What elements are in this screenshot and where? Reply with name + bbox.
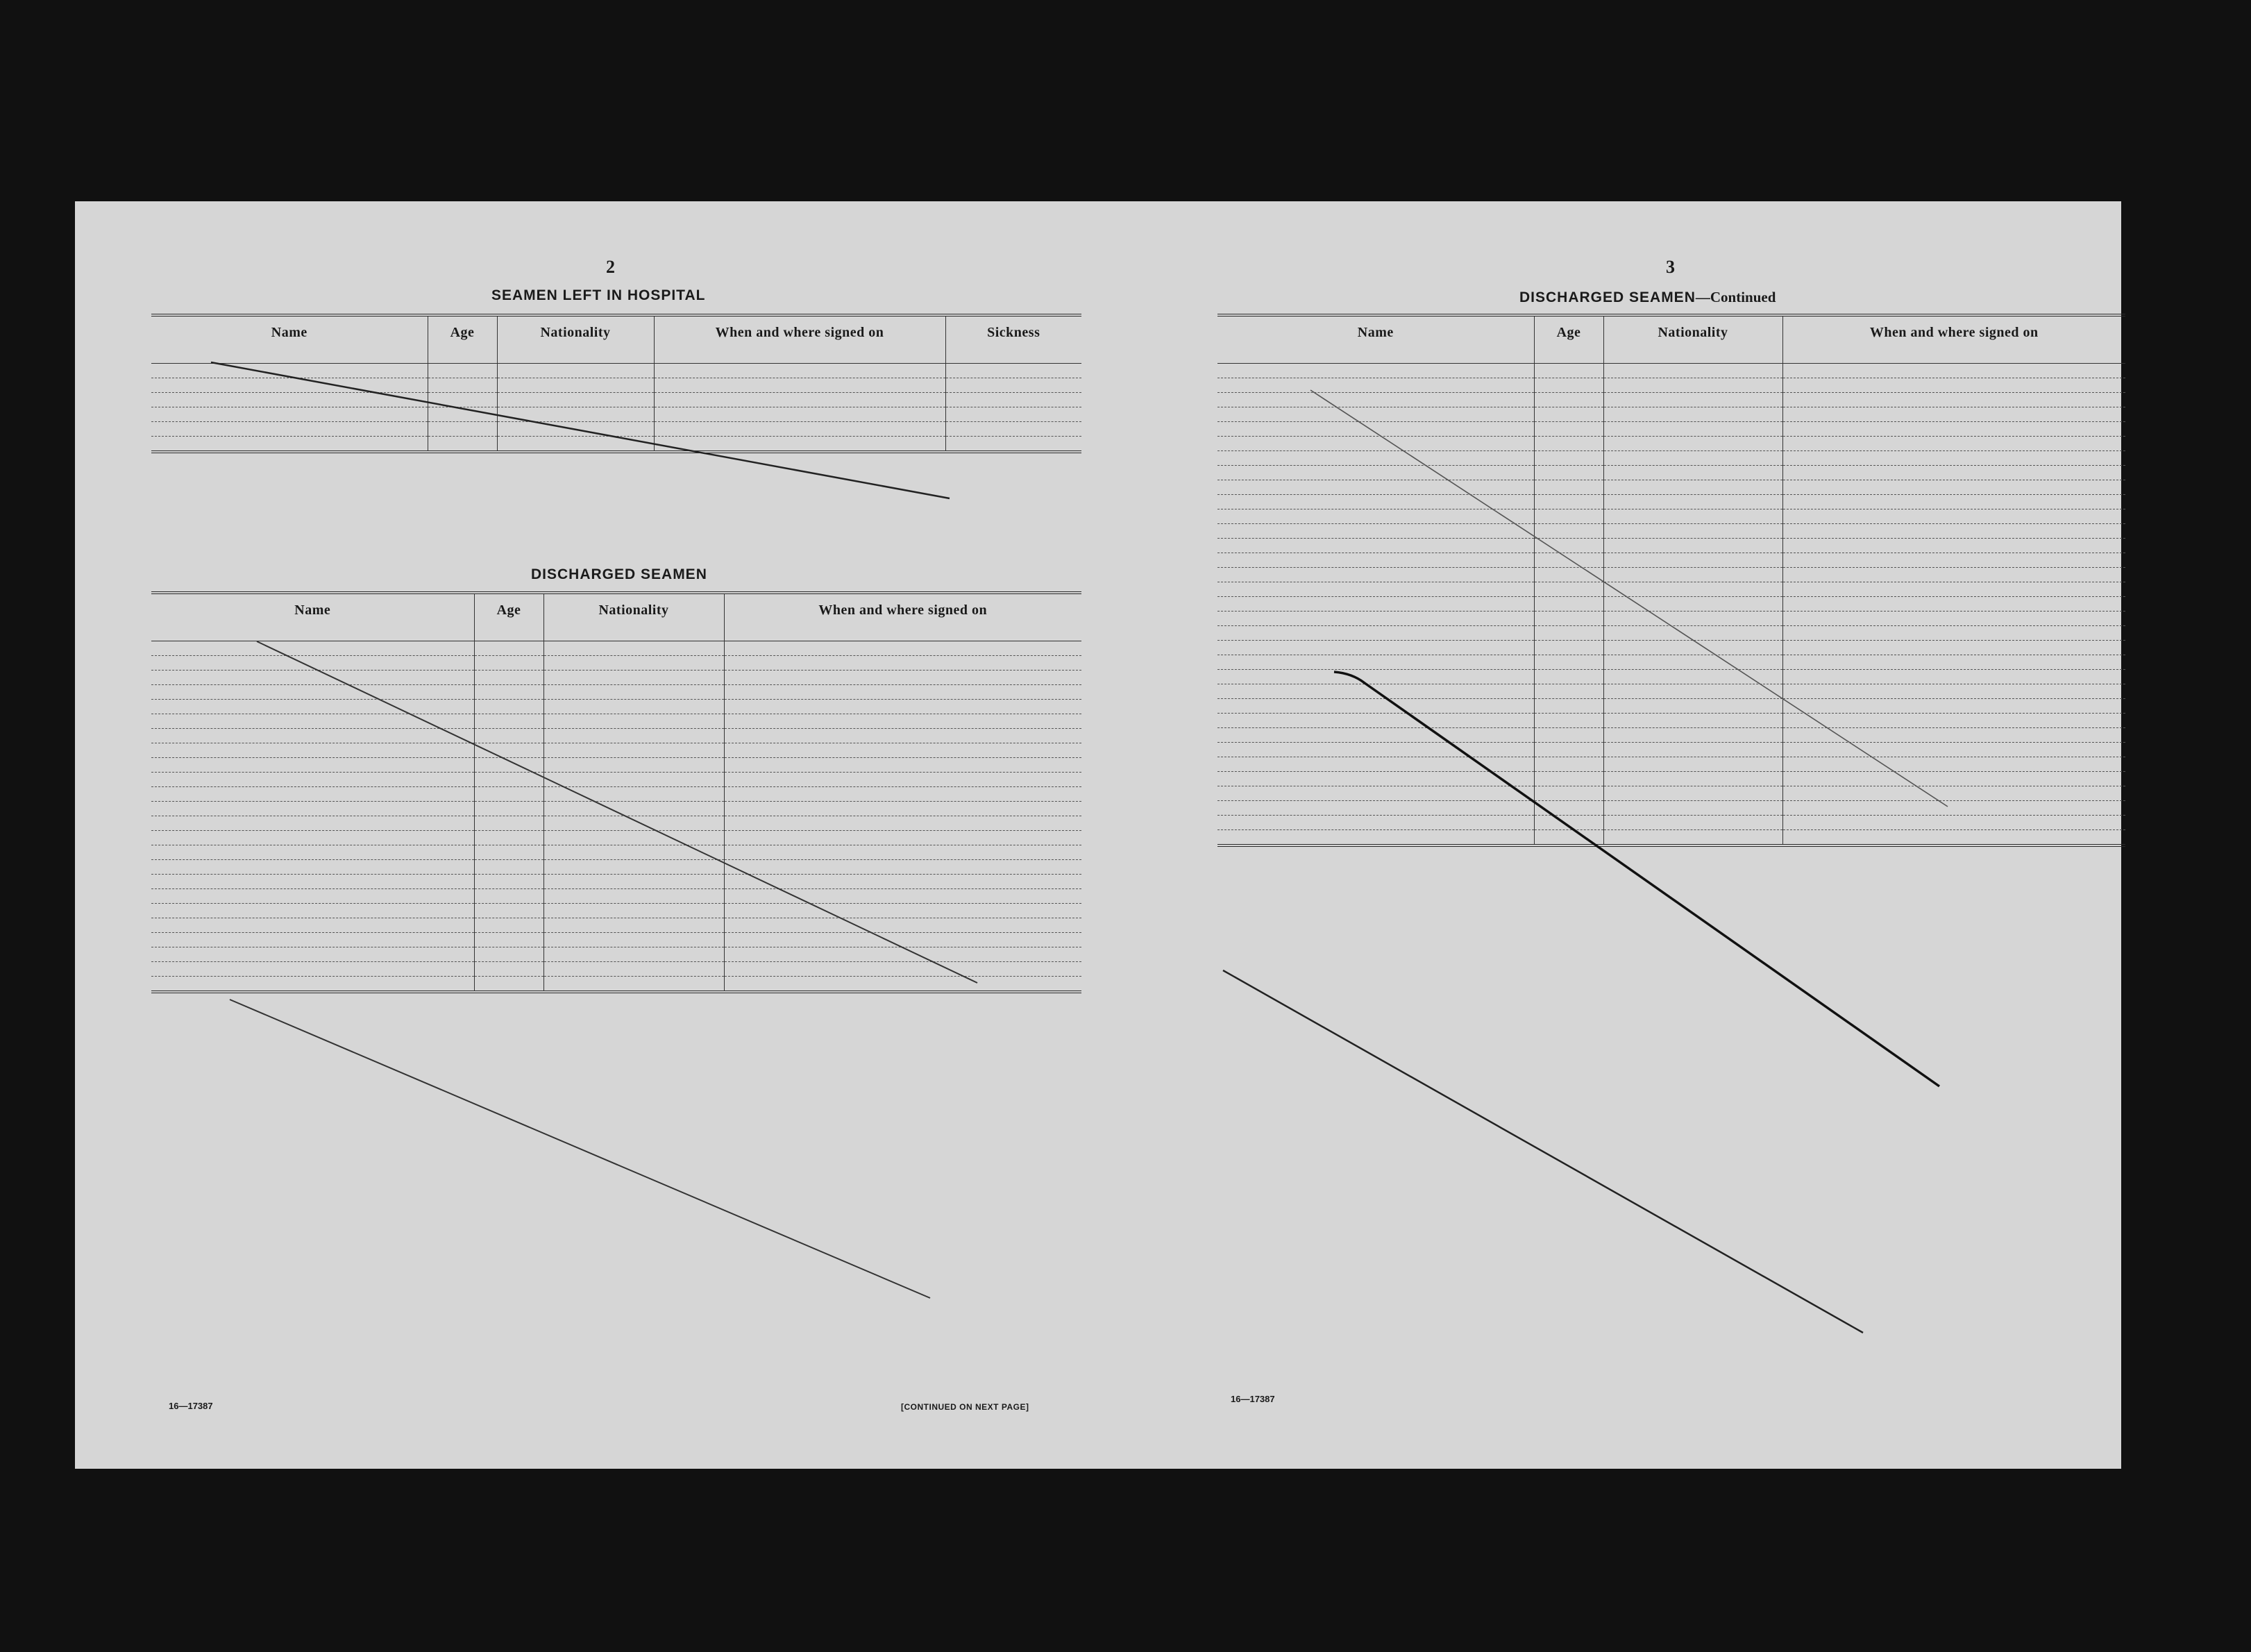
form-number-left: 16—17387 [169,1401,213,1411]
table-row [1217,582,2125,597]
table-row [1217,757,2125,772]
table-row [151,437,1081,453]
table-row [1217,772,2125,786]
table-row [1217,480,2125,495]
col-when-where: When and where signed on [724,593,1081,641]
table-row [151,656,1081,671]
table-row [151,407,1081,422]
page-number-left: 2 [606,257,615,277]
col-name: Name [151,593,474,641]
table-row [1217,451,2125,466]
table-row [1217,509,2125,524]
col-name: Name [151,315,428,364]
table-row [151,947,1081,962]
discharged-table [151,591,1081,993]
table-row [1217,699,2125,714]
col-when-where: When and where signed on [654,315,945,364]
table-row [151,904,1081,918]
table-row [151,889,1081,904]
table-row [1217,816,2125,830]
table-row [151,378,1081,393]
discharged-section-title: DISCHARGED SEAMEN [531,566,707,582]
strike-line [1223,970,1863,1333]
table-row [1217,466,2125,480]
title-suffix: —Continued [1695,289,1776,305]
table-row [1217,364,2125,378]
table-row [1217,524,2125,539]
table-row [1217,830,2125,846]
table-row [151,933,1081,947]
table-row [1217,568,2125,582]
table-row [151,787,1081,802]
table-row [1217,437,2125,451]
col-nationality: Nationality [543,593,724,641]
discharged-continued-table [1217,314,2125,847]
table-row [1217,422,2125,437]
table-row [151,831,1081,845]
table-row [1217,743,2125,757]
table-row [151,714,1081,729]
form-sheet [75,201,2121,1469]
table-row [1217,378,2125,393]
table-row [151,641,1081,656]
col-when-where: When and where signed on [1782,315,2125,364]
table-row [151,875,1081,889]
table-row [1217,626,2125,641]
table-row [1217,393,2125,407]
continued-note: [CONTINUED ON NEXT PAGE] [901,1402,1029,1412]
col-sickness: Sickness [945,315,1081,364]
table-row [151,918,1081,933]
title-main: DISCHARGED SEAMEN [1519,289,1696,305]
table-row [151,758,1081,773]
table-row [151,422,1081,437]
table-row [1217,407,2125,422]
col-nationality: Nationality [1603,315,1782,364]
table-row [1217,786,2125,801]
table-row [151,685,1081,700]
table-row [151,743,1081,758]
table-row [1217,539,2125,553]
table-row [1217,670,2125,684]
table-row [151,393,1081,407]
page-right [1144,201,2121,1469]
table-row [151,860,1081,875]
table-row [151,816,1081,831]
col-age: Age [474,593,543,641]
table-row [151,671,1081,685]
col-nationality: Nationality [497,315,654,364]
col-age: Age [428,315,497,364]
table-row [151,802,1081,816]
page-number-right: 3 [1666,257,1675,277]
table-row [1217,728,2125,743]
table-row [1217,553,2125,568]
discharged-continued-title [1519,289,1776,306]
col-age: Age [1534,315,1603,364]
table-row [151,962,1081,977]
table-row [1217,597,2125,612]
col-name: Name [1217,315,1534,364]
strike-line [230,1000,930,1298]
table-row [1217,495,2125,509]
table-row [151,364,1081,378]
table-row [1217,612,2125,626]
hospital-section-title: SEAMEN LEFT IN HOSPITAL [491,287,706,303]
table-row [151,773,1081,787]
page-left [75,201,1130,1469]
hospital-table [151,314,1081,453]
table-row [1217,641,2125,655]
table-row [151,729,1081,743]
table-row [151,845,1081,860]
table-row [151,700,1081,714]
table-row [1217,684,2125,699]
form-number-right: 16—17387 [1231,1394,1275,1404]
table-row [1217,655,2125,670]
table-row [151,977,1081,993]
table-row [1217,714,2125,728]
table-row [1217,801,2125,816]
